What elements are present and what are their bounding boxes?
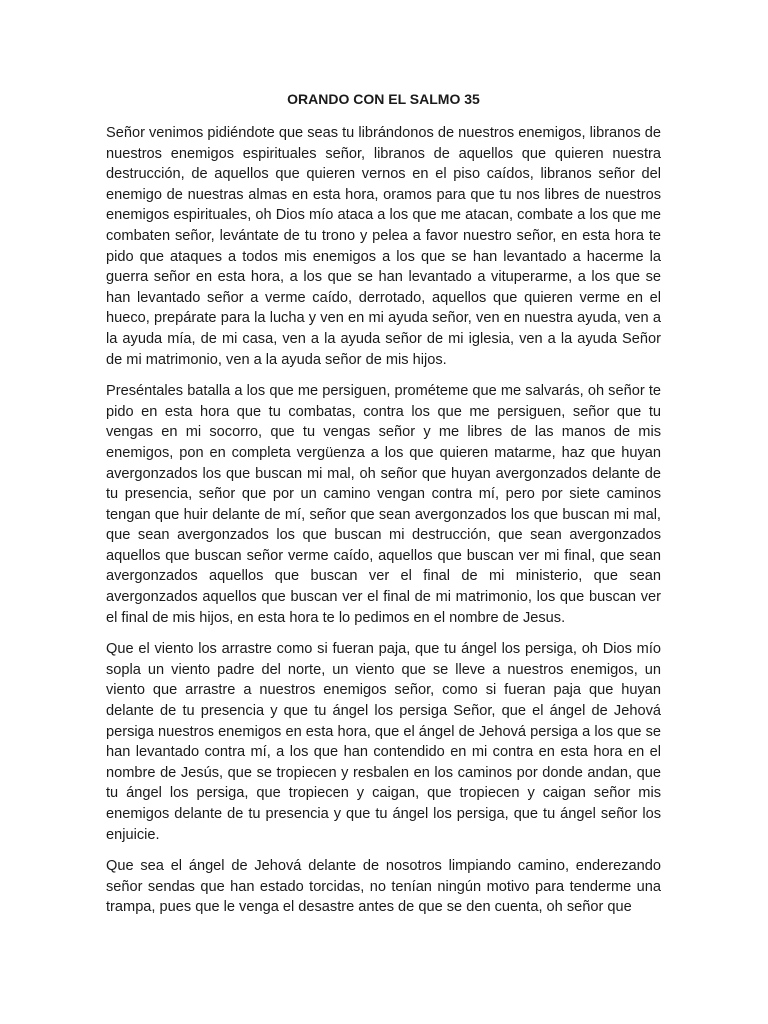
paragraph-4: Que sea el ángel de Jehová delante de nosotros limpiando camino, enderezando señor sendas que han estado torcidas, no tenían ningún motivo para tenderme una trampa, pues que le venga el desastre antes de que se den cuenta, oh señor que (106, 858, 661, 916)
paragraph-2: Preséntales batalla a los que me persiguen, prométeme que me salvarás, oh señor te pido en esta hora que tu combatas, contra los que me persiguen, señor que tu vengas en mi socorro, que tu vengas señor y me libres de las manos de mis enemigos, pon en completa vergüenza a los que quieren matarme, haz que huyan avergonzados los que buscan mi mal, oh señor que huyan avergonzados delante de tu presencia, señor que por un camino vengan contra mí, pero por siete caminos tengan que huir delante de mí, señor que sean avergonzados los que buscan mi mal, que sean avergonzados los que buscan mi destrucción, que sean avergonzados aquellos que buscan señor verme caído, aquellos que buscan ver mi final, que sean avergonzados aquellos que buscan ver el final de mi ministerio, que sean avergonzados aquellos que buscan ver el final de mi matrimonio, los que buscan ver el final de mis hijos, en esta hora te lo pedimos en el nombre de Jesus. (106, 383, 661, 626)
document-body (106, 90, 661, 929)
document-title: ORANDO CON EL SALMO 35 (287, 91, 480, 107)
paragraph-3: Que el viento los arrastre como si fueran paja, que tu ángel los persiga, oh Dios mío sopla un viento padre del norte, un viento que se lleve a nuestros enemigos, un viento que arrastre a nuestros enemigos señor, como si fueran paja que huyan delante de tu presencia y que tu ángel los persiga Señor, que el ángel de Jehová persiga nuestros enemigos en esta hora, que el ángel de Jehová persiga a los que se han levantado contra mí, a los que han contendido en mi contra en esta hora en el nombre de Jesús, que se tropiecen y resbalen en los caminos por donde andan, que tu ángel los persiga, que tropiecen y caigan, que tropiecen y caigan señor mis enemigos delante de tu presencia y que tu ángel los persiga, que tu ángel señor los enjuicie. (106, 641, 661, 843)
paragraph-1: Señor venimos pidiéndote que seas tu librándonos de nuestros enemigos, libranos de nuestros enemigos espirituales señor, libranos de aquellos que quieren nuestra destrucción, de aquellos que quieren vernos en el piso caídos, libranos señor del enemigo de nuestras almas en esta hora, oramos para que tu nos libres de nuestros enemigos espirituales, oh Dios mío ataca a los que me atacan, combate a los que me combaten señor, levántate de tu trono y pelea a favor nuestro señor, en esta hora te pido que ataques a todos mis enemigos a los que se han levantado a hacerme la guerra señor en esta hora, a los que se han levantado a vituperarme, a los que se han levantado señor a verme caído, derrotado, aquellos que quieren verme en el hueco, prepárate para la lucha y ven en mi ayuda señor, ven en nuestra ayuda, ven a la ayuda mía, de mi casa, ven a la ayuda señor de mi iglesia, ven a la ayuda Señor de mi matrimonio, ven a la ayuda señor de mis hijos. (106, 125, 661, 368)
